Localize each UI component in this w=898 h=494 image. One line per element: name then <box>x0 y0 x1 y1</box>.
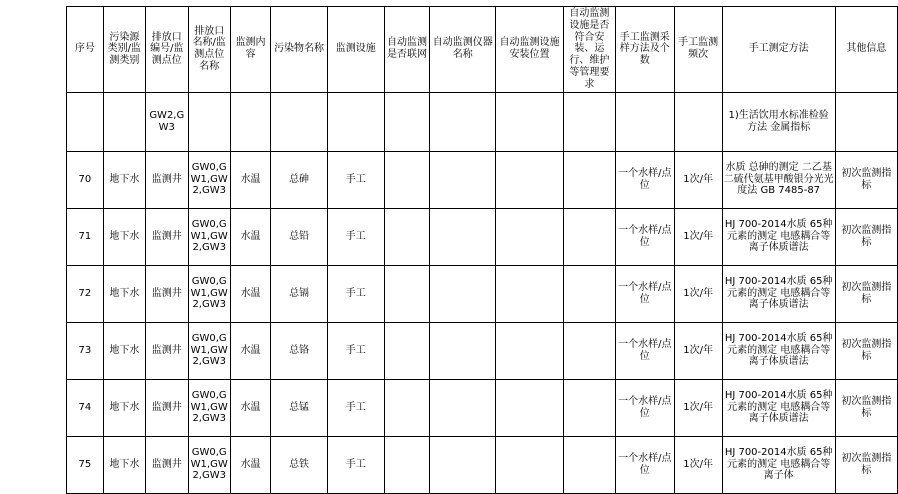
table-row <box>67 436 898 493</box>
cell-other: 初次监测指标 <box>835 436 897 493</box>
cell-type: 地下水 <box>103 208 145 265</box>
cell-content: 水温 <box>230 151 270 208</box>
header-cell-online: 自动监测是否联网 <box>384 7 430 93</box>
cell-seq: 71 <box>67 208 104 265</box>
cell-name: GW0,GW1,GW2,GW3 <box>188 208 230 265</box>
cell-sampling: 一个水样/点位 <box>615 436 674 493</box>
cell-name: GW0,GW1,GW2,GW3 <box>188 151 230 208</box>
cell-other: 初次监测指标 <box>835 322 897 379</box>
cell-manual-method: HJ 700-2014水质 65种元素的测定 电感耦合等离子体 <box>722 436 835 493</box>
cell-sampling: 一个水样/点位 <box>615 322 674 379</box>
cell-instrument <box>430 151 496 208</box>
cell-facility: 手工 <box>327 379 384 436</box>
header-cell-requirement: 自动监测设施是否符合安装、运行、维护等管理要求 <box>563 7 615 93</box>
cell-content: 水温 <box>230 379 270 436</box>
cell-type: 地下水 <box>103 436 145 493</box>
table-row <box>67 322 898 379</box>
cell-position <box>496 379 564 436</box>
cell-facility: 手工 <box>327 265 384 322</box>
cell-name: GW0,GW1,GW2,GW3 <box>188 379 230 436</box>
cell-pollutant: 总镉 <box>271 265 328 322</box>
cell-position <box>496 208 564 265</box>
cell-instrument <box>430 208 496 265</box>
cell-code: 监测井 <box>146 436 188 493</box>
cell-requirement <box>563 151 615 208</box>
cell-seq: 70 <box>67 151 104 208</box>
cell-requirement <box>563 436 615 493</box>
cell-sampling <box>615 92 674 151</box>
cell-other: 初次监测指标 <box>835 151 897 208</box>
cell-position <box>496 322 564 379</box>
cell-type: 地下水 <box>103 322 145 379</box>
cell-code: 监测井 <box>146 151 188 208</box>
cell-manual-method: HJ 700-2014水质 65种元素的测定 电感耦合等离子体质谱法 <box>722 379 835 436</box>
cell-seq: 75 <box>67 436 104 493</box>
cell-online <box>384 208 430 265</box>
cell-name: GW0,GW1,GW2,GW3 <box>188 322 230 379</box>
cell-other: 初次监测指标 <box>835 208 897 265</box>
cell-type: 地下水 <box>103 379 145 436</box>
cell-content: 水温 <box>230 436 270 493</box>
cell-facility <box>327 92 384 151</box>
cell-other <box>835 92 897 151</box>
cell-seq: 74 <box>67 379 104 436</box>
header-cell-sampling: 手工监测采样方法及个数 <box>615 7 674 93</box>
header-cell-seq: 序号 <box>67 7 104 93</box>
cell-seq <box>67 92 104 151</box>
cell-position <box>496 265 564 322</box>
header-cell-position: 自动监测设施安装位置 <box>496 7 564 93</box>
header-cell-facility: 监测设施 <box>327 7 384 93</box>
cell-sampling: 一个水样/点位 <box>615 208 674 265</box>
cell-sampling: 一个水样/点位 <box>615 151 674 208</box>
cell-sampling: 一个水样/点位 <box>615 265 674 322</box>
cell-requirement <box>563 92 615 151</box>
cell-online <box>384 265 430 322</box>
cell-facility: 手工 <box>327 151 384 208</box>
cell-position <box>496 436 564 493</box>
cell-sampling: 一个水样/点位 <box>615 379 674 436</box>
cell-other: 初次监测指标 <box>835 265 897 322</box>
cell-instrument <box>430 265 496 322</box>
cell-pollutant: 总铁 <box>271 436 328 493</box>
table-body <box>67 92 898 493</box>
header-cell-content: 监测内容 <box>230 7 270 93</box>
cell-requirement <box>563 322 615 379</box>
cell-frequency: 1次/年 <box>674 208 722 265</box>
cell-manual-method: 1)生活饮用水标准检验方法 金属指标 <box>722 92 835 151</box>
cell-seq: 72 <box>67 265 104 322</box>
cell-pollutant: 总锰 <box>271 379 328 436</box>
header-cell-code: 排放口编号/监测点位 <box>146 7 188 93</box>
cell-manual-method: 水质 总砷的测定 二乙基二硫代氨基甲酸银分光光度法 GB 7485-87 <box>722 151 835 208</box>
cell-online <box>384 151 430 208</box>
cell-type <box>103 92 145 151</box>
cell-requirement <box>563 208 615 265</box>
cell-frequency: 1次/年 <box>674 151 722 208</box>
cell-content: 水温 <box>230 208 270 265</box>
cell-code: 监测井 <box>146 322 188 379</box>
cell-type: 地下水 <box>103 151 145 208</box>
table-header <box>67 7 898 93</box>
cell-online <box>384 436 430 493</box>
cell-code: 监测井 <box>146 379 188 436</box>
cell-manual-method: HJ 700-2014水质 65种元素的测定 电感耦合等离子体质谱法 <box>722 322 835 379</box>
cell-manual-method: HJ 700-2014水质 65种元素的测定 电感耦合等离子体质谱法 <box>722 265 835 322</box>
header-cell-instrument: 自动监测仪器名称 <box>430 7 496 93</box>
cell-online <box>384 322 430 379</box>
cell-pollutant <box>271 92 328 151</box>
cell-instrument <box>430 322 496 379</box>
cell-position <box>496 92 564 151</box>
cell-frequency: 1次/年 <box>674 436 722 493</box>
cell-facility: 手工 <box>327 436 384 493</box>
cell-instrument <box>430 379 496 436</box>
table-row <box>67 92 898 151</box>
header-cell-pollutant: 污染物名称 <box>271 7 328 93</box>
cell-other: 初次监测指标 <box>835 379 897 436</box>
table-row <box>67 265 898 322</box>
cell-pollutant: 总砷 <box>271 151 328 208</box>
header-cell-frequency: 手工监测频次 <box>674 7 722 93</box>
cell-seq: 73 <box>67 322 104 379</box>
cell-position <box>496 151 564 208</box>
cell-frequency: 1次/年 <box>674 265 722 322</box>
cell-type: 地下水 <box>103 265 145 322</box>
cell-content: 水温 <box>230 265 270 322</box>
cell-online <box>384 92 430 151</box>
cell-content: 水温 <box>230 322 270 379</box>
header-cell-manual-method: 手工测定方法 <box>722 7 835 93</box>
cell-facility: 手工 <box>327 208 384 265</box>
cell-instrument <box>430 92 496 151</box>
cell-manual-method: HJ 700-2014水质 65种元素的测定 电感耦合等离子体质谱法 <box>722 208 835 265</box>
monitoring-plan-table <box>66 6 898 494</box>
header-cell-other: 其他信息 <box>835 7 897 93</box>
header-row <box>67 7 898 93</box>
document-page <box>0 6 898 486</box>
cell-requirement <box>563 265 615 322</box>
cell-frequency <box>674 92 722 151</box>
cell-online <box>384 379 430 436</box>
cell-frequency: 1次/年 <box>674 379 722 436</box>
header-cell-type: 污染源类别/监测类别 <box>103 7 145 93</box>
cell-code: 监测井 <box>146 208 188 265</box>
cell-instrument <box>430 436 496 493</box>
cell-name: GW0,GW1,GW2,GW3 <box>188 436 230 493</box>
cell-requirement <box>563 379 615 436</box>
table-row <box>67 379 898 436</box>
cell-pollutant: 总铅 <box>271 208 328 265</box>
cell-code: 监测井 <box>146 265 188 322</box>
cell-pollutant: 总铬 <box>271 322 328 379</box>
cell-frequency: 1次/年 <box>674 322 722 379</box>
cell-content <box>230 92 270 151</box>
cell-code: GW2,GW3 <box>146 92 188 151</box>
table-row <box>67 151 898 208</box>
cell-facility: 手工 <box>327 322 384 379</box>
header-cell-name: 排放口名称/监测点位名称 <box>188 7 230 93</box>
cell-name <box>188 92 230 151</box>
cell-name: GW0,GW1,GW2,GW3 <box>188 265 230 322</box>
table-row <box>67 208 898 265</box>
